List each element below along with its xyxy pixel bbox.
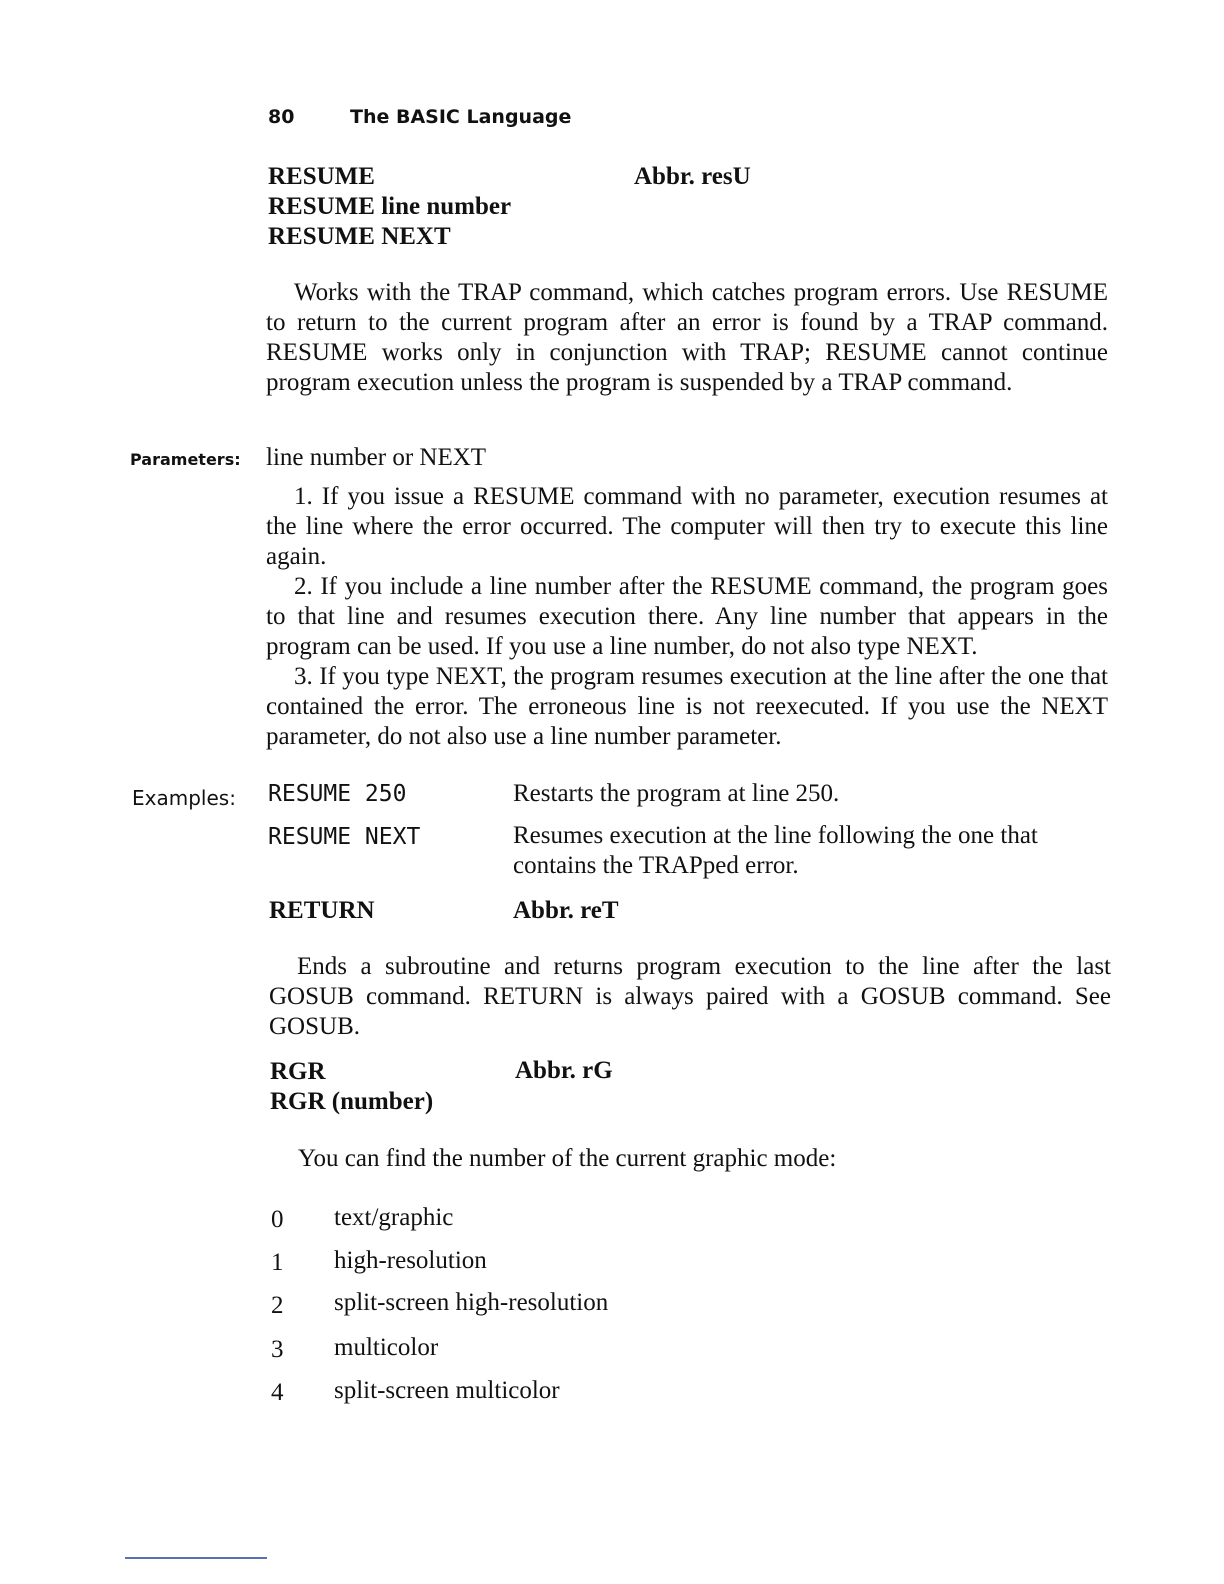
parameters-value: line number or NEXT (266, 444, 487, 471)
note-3: 3. If you type NEXT, the program resumes execution at the line after the one that contained the error. The erroneous line is not reexecuted. If you use the NEXT parameter, do not also use a line number parameter. (266, 663, 1108, 750)
return-abbr: Abbr. reT (513, 897, 619, 924)
resume-syntax-3: RESUME NEXT (268, 223, 451, 250)
mode-4-label: split-screen multicolor (334, 1377, 560, 1404)
return-syntax: RETURN (269, 897, 375, 924)
resume-syntax-2: RESUME line number (268, 193, 512, 220)
example-1-code: RESUME 250 (268, 781, 407, 807)
mode-0-num: 0 (271, 1206, 284, 1233)
rgr-syntax-2: RGR (number) (270, 1088, 434, 1115)
example-1-desc: Restarts the program at line 250. (513, 780, 840, 807)
resume-notes (266, 482, 1108, 752)
example-2-desc: Resumes execution at the line following the one that contains the TRAPped error. (513, 822, 1038, 879)
mode-2-label: split-screen high-resolution (334, 1289, 609, 1316)
return-description-text: Ends a subroutine and returns program execution to the line after the last GOSUB command. RETURN is always paired with a GOSUB command. See GOSUB. (269, 953, 1111, 1040)
mode-0-label: text/graphic (334, 1204, 454, 1231)
rgr-description: You can find the number of the current graphic mode: (298, 1145, 837, 1172)
mode-1-num: 1 (271, 1249, 284, 1276)
example-2-code: RESUME NEXT (268, 824, 421, 850)
mode-4-num: 4 (271, 1379, 284, 1406)
resume-abbr: Abbr. resU (634, 163, 751, 190)
note-2: 2. If you include a line number after the RESUME command, the program goes to that line and resumes execution there. Any line number that appears in the program can be used. If you use a line number, do not also type NEXT. (266, 573, 1108, 660)
footer-rule (125, 1557, 267, 1559)
return-description (269, 952, 1111, 1042)
chapter-title: The BASIC Language (350, 106, 572, 128)
resume-description-text: Works with the TRAP command, which catches program errors. Use RESUME to return to the current program after an error is found by a TRAP command. RESUME works only in conjunction with TRAP; RESUME cannot continue program execution unless the program is suspended by a TRAP command. (266, 279, 1108, 396)
resume-syntax-1: RESUME (268, 163, 375, 190)
page-number: 80 (268, 106, 295, 128)
examples-label: Examples: (132, 786, 236, 810)
mode-3-num: 3 (271, 1336, 284, 1363)
note-1: 1. If you issue a RESUME command with no parameter, execution resumes at the line where the error occurred. The computer will then try to execute this line again. (266, 483, 1108, 570)
rgr-syntax-1: RGR (270, 1058, 326, 1085)
parameters-label: Parameters: (130, 450, 241, 469)
rgr-abbr: Abbr. rG (515, 1057, 613, 1084)
mode-1-label: high-resolution (334, 1247, 487, 1274)
resume-description (266, 278, 1108, 398)
mode-2-num: 2 (271, 1292, 284, 1319)
mode-3-label: multicolor (334, 1334, 439, 1361)
